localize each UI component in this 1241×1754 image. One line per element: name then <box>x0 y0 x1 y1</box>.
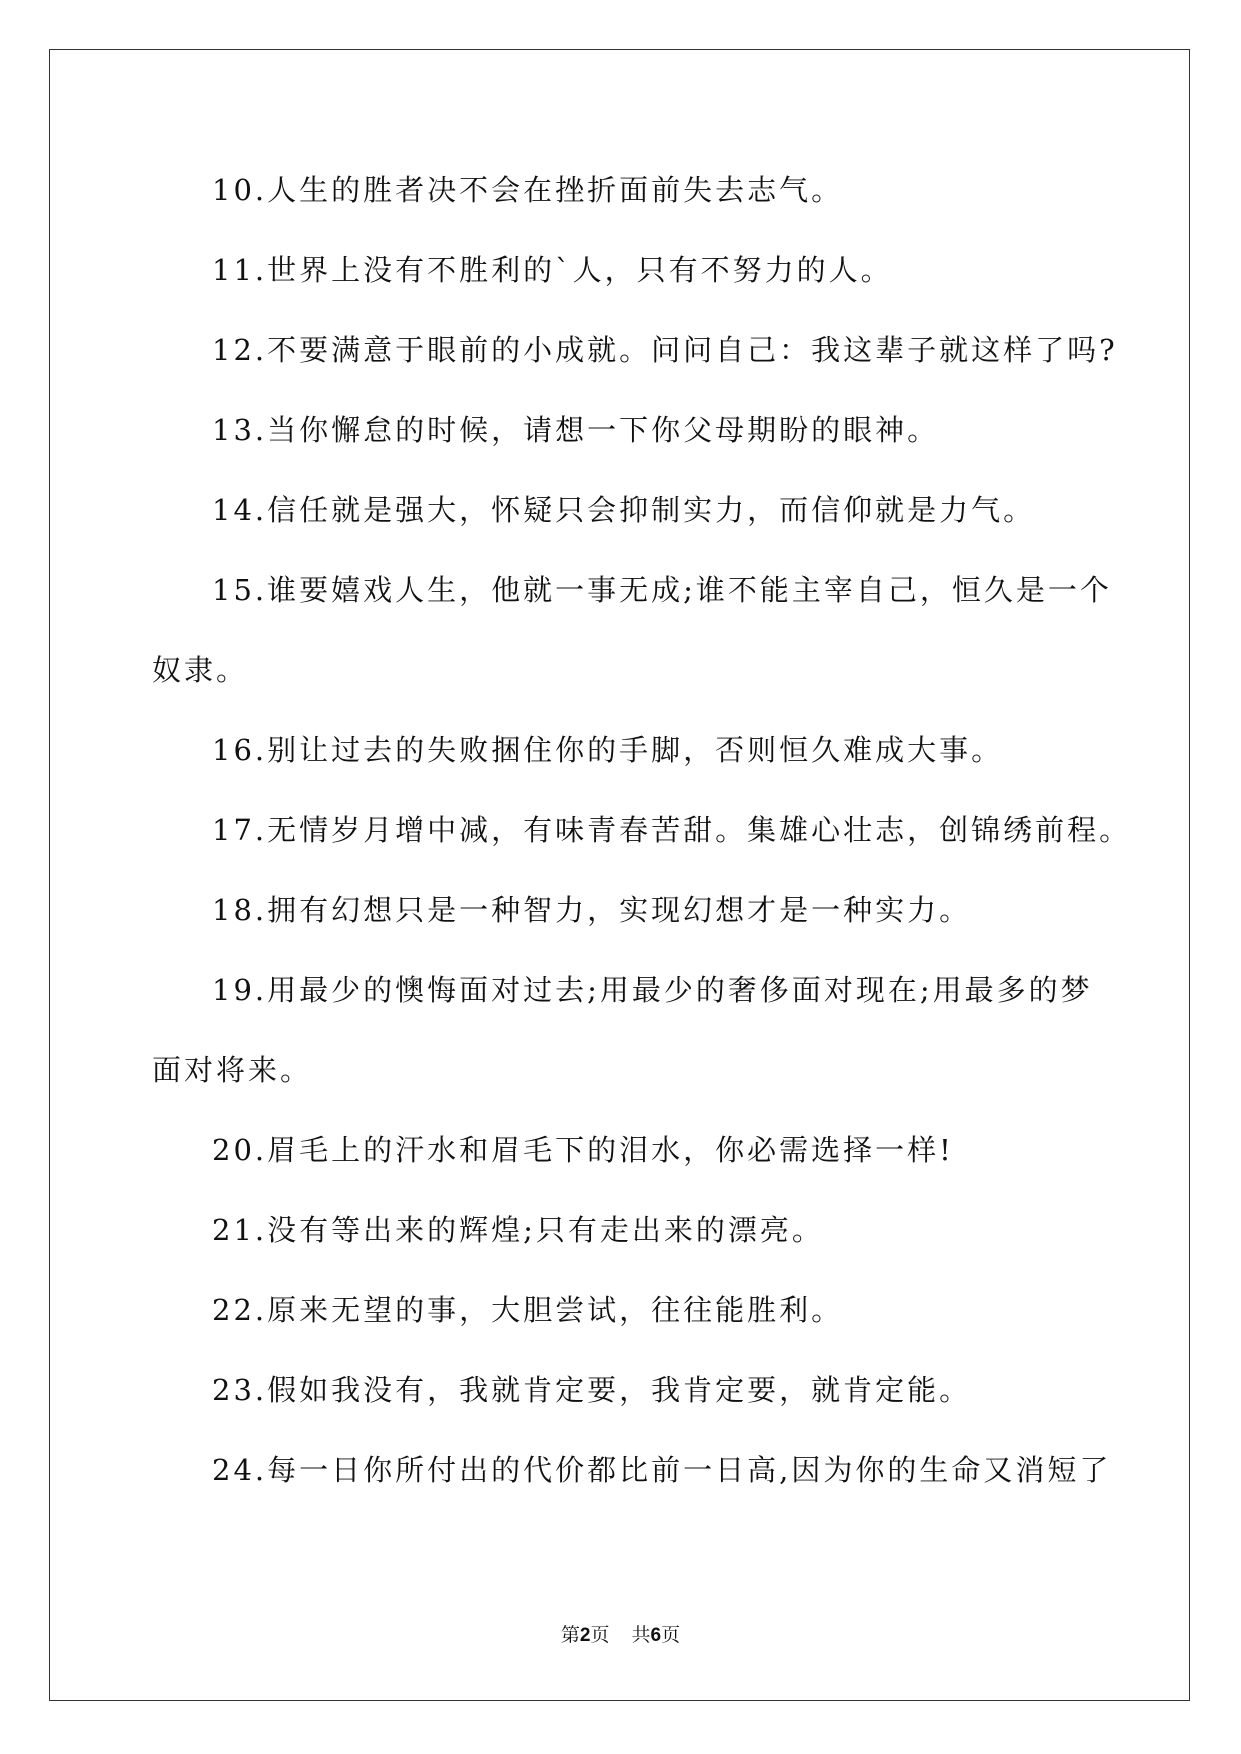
text-line-19-cont: 面对将来。 <box>152 1053 313 1087</box>
page-prefix: 第 <box>560 1624 580 1646</box>
text-line-18: 18.拥有幻想只是一种智力，实现幻想才是一种实力。 <box>212 893 972 927</box>
text-line-19: 19.用最少的懊悔面对过去;用最少的奢侈面对现在;用最多的梦 <box>212 973 1093 1007</box>
text-line-15: 15.谁要嬉戏人生，他就一事无成;谁不能主宰自己，恒久是一个 <box>212 573 1112 607</box>
total-suffix: 页 <box>661 1624 681 1646</box>
page-suffix: 页 <box>590 1624 610 1646</box>
text-line-20: 20.眉毛上的汗水和眉毛下的泪水，你必需选择一样! <box>212 1133 954 1167</box>
page-total-label <box>632 1624 681 1646</box>
page-footer <box>0 1622 1241 1649</box>
total-prefix: 共 <box>631 1624 651 1646</box>
text-line-22: 22.原来无望的事，大胆尝试，往往能胜利。 <box>212 1293 844 1327</box>
text-line-23: 23.假如我没有，我就肯定要，我肯定要，就肯定能。 <box>212 1373 972 1407</box>
text-line-17: 17.无情岁月增中减，有味青春苦甜。集雄心壮志，创锦绣前程。 <box>212 813 1132 847</box>
page-total: 6 <box>650 1625 662 1646</box>
page-number-label <box>561 1624 610 1646</box>
text-line-11: 11.世界上没有不胜利的`人，只有不努力的人。 <box>212 253 893 287</box>
text-line-10: 10.人生的胜者决不会在挫折面前失去志气。 <box>212 173 844 207</box>
text-line-16: 16.别让过去的失败捆住你的手脚，否则恒久难成大事。 <box>212 733 1004 767</box>
text-line-12: 12.不要满意于眼前的小成就。问问自己：我这辈子就这样了吗? <box>212 333 1118 367</box>
text-line-14: 14.信任就是强大，怀疑只会抑制实力，而信仰就是力气。 <box>212 493 1036 527</box>
text-line-24: 24.每一日你所付出的代价都比前一日高,因为你的生命又消短了 <box>212 1453 1112 1487</box>
page-current: 2 <box>579 1625 591 1646</box>
text-line-15-cont: 奴隶。 <box>152 653 249 687</box>
text-line-13: 13.当你懈怠的时候，请想一下你父母期盼的眼神。 <box>212 413 940 447</box>
text-line-21: 21.没有等出来的辉煌;只有走出来的漂亮。 <box>212 1213 824 1247</box>
